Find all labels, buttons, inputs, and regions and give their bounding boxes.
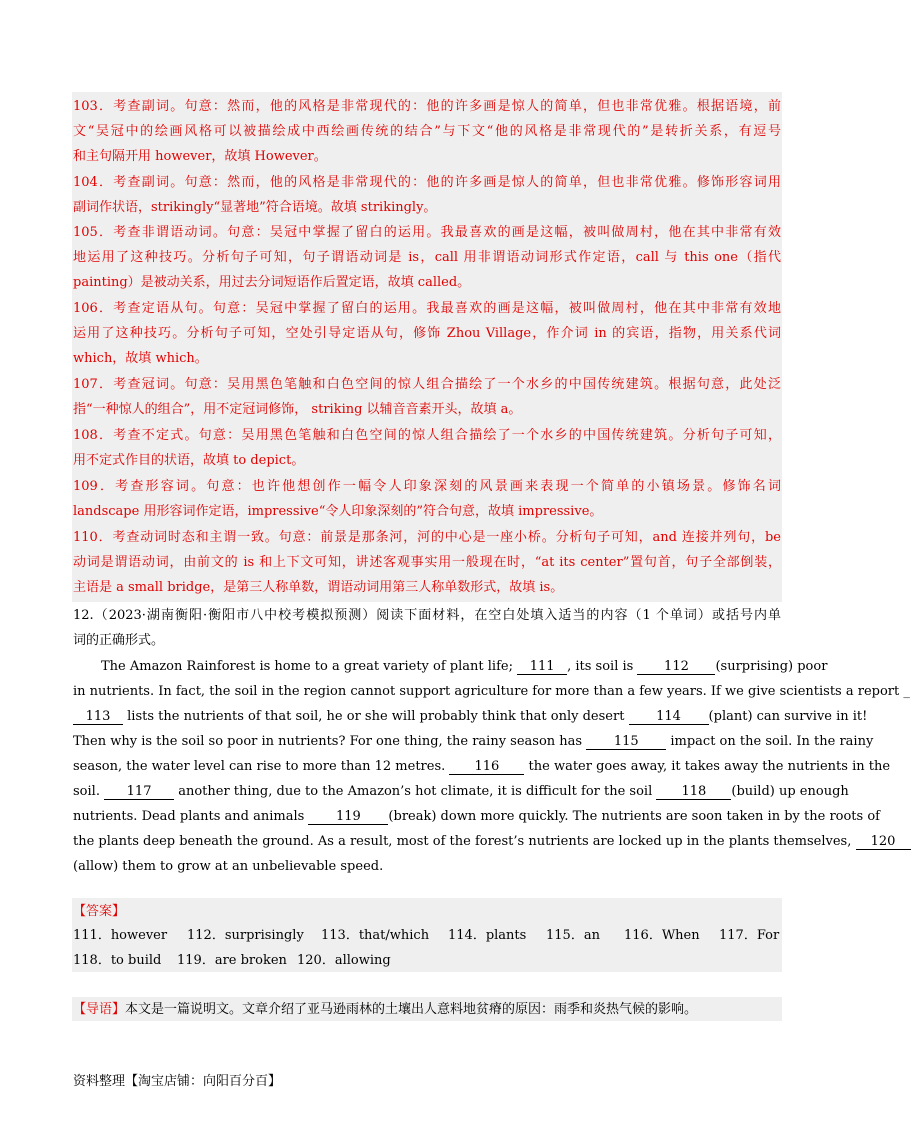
passage-line-1: [73, 654, 828, 679]
answer-120: 120．allowing: [297, 953, 391, 968]
passage-line-8: [73, 829, 896, 854]
explanation-108-line-2: 用不定式作目的状语，故填 to depict。: [73, 453, 305, 468]
answer-118: 118．to build: [73, 953, 162, 968]
passage-text: (surprising) poor: [715, 659, 828, 674]
explanation-105-line-1: 105．考查非谓语动词。句意：吴冠中掌握了留白的运用。我最喜欢的画是这幅，被叫做周村，他在其中非常有效: [73, 225, 781, 240]
passage-line-5: [73, 754, 891, 779]
passage-text: (break) down more quickly. The nutrients are soon taken in by the roots of: [388, 809, 880, 824]
answer-117: 117．For: [719, 928, 780, 943]
explanation-106-line-3: which，故填 which。: [73, 351, 208, 366]
answer-115: 115．an: [546, 928, 600, 943]
explanation-109-line-2: landscape 用形容词作定语，impressive“令人印象深刻的”符合句意，故填 impressive。: [73, 504, 603, 519]
question-header-line-2: 词的正确形式。: [73, 633, 165, 648]
explanation-110-line-2: 动词是谓语动词，由前文的 is 和上下文可知，讲述客观事实用一般现在时，“at its center”置句首，句子全部倒装，: [73, 555, 781, 570]
passage-line-3: [73, 704, 868, 729]
blank-119: 119: [308, 809, 388, 825]
guide-text: 本文是一篇说明文。文章介绍了亚马逊雨林的土壤出人意料地贫瘠的原因：雨季和炎热气候的影响。: [125, 1002, 698, 1017]
explanation-108-line-1: 108．考查不定式。句意：吴用黑色笔触和白色空间的惊人组合描绘了一个水乡的中国传统建筑。分析句子可知，: [73, 428, 781, 443]
explanation-103-line-2: 文“吴冠中的绘画风格可以被描绘成中西绘画传统的结合”与下文“他的风格是非常现代的”是转折关系，有逗号: [73, 124, 781, 139]
passage-line-9: (allow) them to grow at an unbelievable speed.: [73, 859, 384, 874]
passage-text: (build) up enough: [731, 784, 849, 799]
explanation-107-line-1: 107．考查冠词。句意：吴用黑色笔触和白色空间的惊人组合描绘了一个水乡的中国传统建筑。根据句意，此处泛: [73, 377, 781, 392]
passage-line-2: [73, 679, 910, 704]
passage-text: the plants deep beneath the ground. As a result, most of the forest’s nutrients are locked up in the plants themselves,: [73, 834, 856, 849]
answer-116: 116．When: [624, 928, 700, 943]
guide-label: 【导语】: [73, 1002, 126, 1017]
blank-114: 114: [629, 709, 709, 725]
blank-113-start: _: [903, 684, 910, 699]
explanation-107-line-2: 指“一种惊人的组合”，用不定冠词修饰， striking 以辅音音素开头，故填 a。: [73, 402, 522, 417]
explanation-110-line-3: 主语是 a small bridge，是第三人称单数，谓语动词用第三人称单数形式，故填 is。: [73, 580, 564, 595]
blank-112: 112: [637, 659, 715, 675]
passage-text: The Amazon Rainforest is home to a great variety of plant life;: [101, 659, 518, 674]
explanation-106-line-2: 运用了这种技巧。分析句子可知，空处引导定语从句，修饰 Zhou Village，作介词 in 的宾语，指物，用关系代词: [73, 326, 781, 341]
blank-117: 117: [104, 784, 174, 800]
blank-113: 113: [73, 709, 123, 725]
passage-line-7: [73, 804, 880, 829]
answer-119: 119．are broken: [177, 953, 287, 968]
passage-text: , its soil is: [567, 659, 638, 674]
passage-text: the water goes away, it takes away the nutrients in the: [524, 759, 891, 774]
blank-116: 116: [449, 759, 524, 775]
blank-115: 115: [586, 734, 666, 750]
explanation-103-line-3: 和主句隔开用 however，故填 However。: [73, 149, 327, 164]
passage-text: nutrients. Dead plants and animals: [73, 809, 309, 824]
answer-113: 113．that/which: [321, 928, 430, 943]
explanation-106-line-1: 106．考查定语从句。句意：吴冠中掌握了留白的运用。我最喜欢的画是这幅，被叫做周村，他在其中非常有效地: [73, 301, 781, 316]
passage-text: another thing, due to the Amazon’s hot climate, it is difficult for the soil: [174, 784, 657, 799]
answer-row-2: [73, 948, 397, 973]
explanation-105-line-2: 地运用了这种技巧。分析句子可知，句子谓语动词是 is，call 用非谓语动词形式作定语，call 与 this one（指代: [73, 250, 781, 265]
passage-text: lists the nutrients of that soil, he or she will probably think that only desert: [123, 709, 629, 724]
passage-text: in nutrients. In fact, the soil in the region cannot support agriculture for more than a few years. If we give scientists a report: [73, 684, 904, 699]
explanation-104-line-2: 副词作状语，strikingly“显著地”符合语境。故填 strikingly。: [73, 200, 437, 215]
question-header-line-1: 12.（2023·湖南衡阳·衡阳市八中校考模拟预测）阅读下面材料，在空白处填入适当的内容（1 个单词）或括号内单: [73, 608, 781, 623]
passage-text: soil.: [73, 784, 105, 799]
answer-111: 111．however: [73, 928, 168, 943]
passage-line-6: [73, 779, 849, 804]
passage-text: (plant) can survive in it!: [708, 709, 868, 724]
explanation-103-line-1: 103．考查副词。句意：然而，他的风格是非常现代的：他的许多画是惊人的简单，但也非常优雅。根据语境，前: [73, 99, 781, 114]
answer-row-1: [73, 923, 780, 948]
blank-118: 118: [656, 784, 731, 800]
blank-120: 120: [856, 834, 911, 850]
footer-text: 资料整理【淘宝店铺：向阳百分百】: [73, 1074, 282, 1089]
passage-text: Then why is the soil so poor in nutrients? For one thing, the rainy season has: [73, 734, 587, 749]
explanation-104-line-1: 104．考查副词。句意：然而，他的风格是非常现代的：他的许多画是惊人的简单，但也非常优雅。修饰形容词用: [73, 175, 781, 190]
explanation-109-line-1: 109．考查形容词。句意：也许他想创作一幅令人印象深刻的风景画来表现一个简单的小镇场景。修饰名词: [73, 479, 781, 494]
passage-text: impact on the soil. In the rainy: [666, 734, 874, 749]
passage-text: season, the water level can rise to more than 12 metres.: [73, 759, 450, 774]
guide-line: [73, 997, 781, 1022]
blank-111: 111: [517, 659, 567, 675]
answer-label: 【答案】: [73, 904, 126, 919]
passage-line-4: [73, 729, 874, 754]
answer-112: 112．surprisingly: [187, 928, 304, 943]
explanation-105-line-3: painting）是被动关系，用过去分词短语作后置定语，故填 called。: [73, 275, 471, 290]
answer-114: 114．plants: [448, 928, 527, 943]
explanation-110-line-1: 110．考查动词时态和主谓一致。句意：前景是那条河，河的中心是一座小桥。分析句子可知，and 连接并列句，be: [73, 530, 781, 545]
